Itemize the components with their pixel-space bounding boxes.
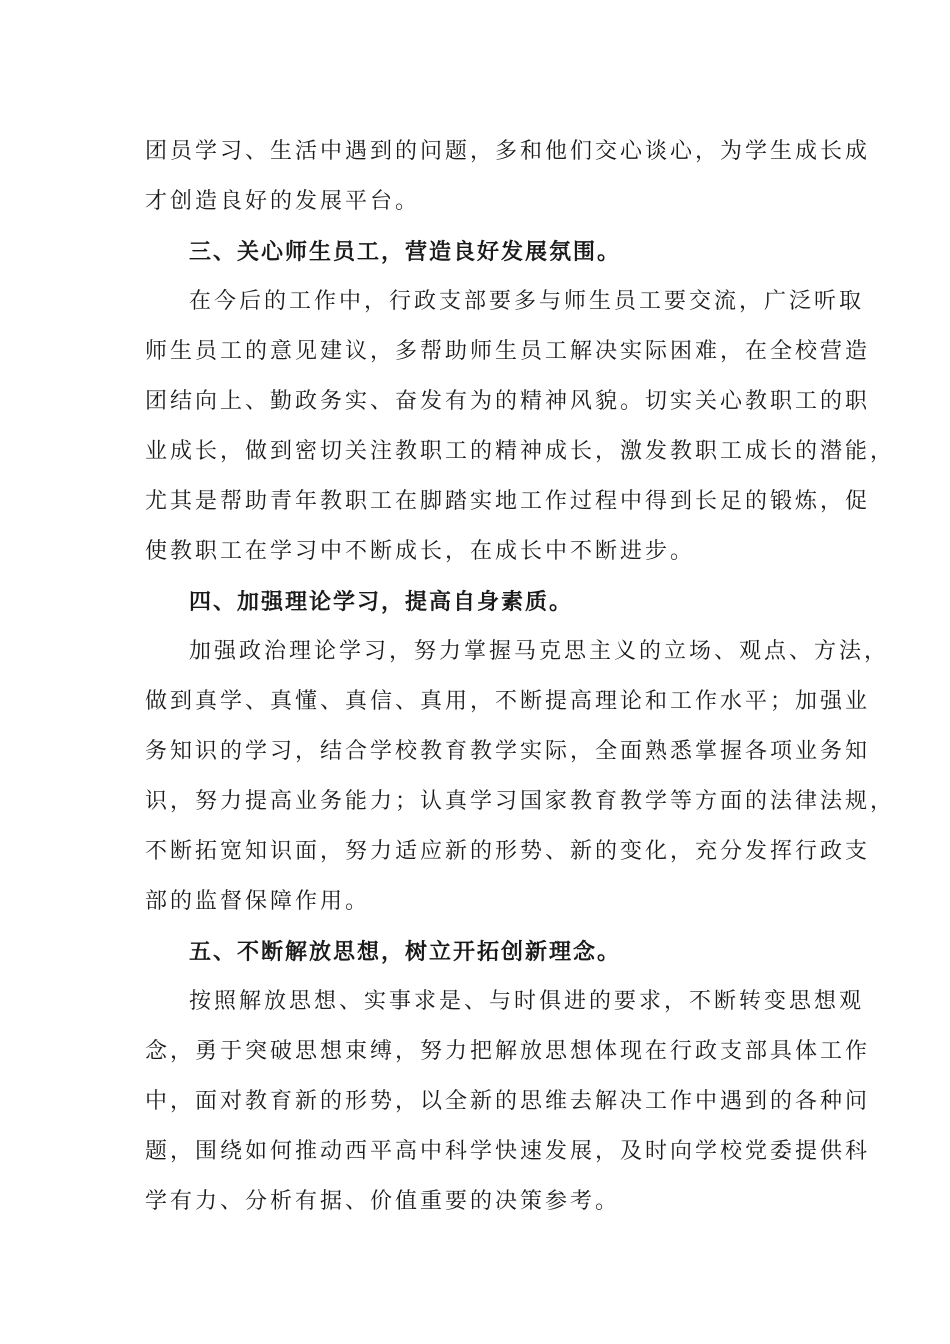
paragraph-line: 识，努力提高业务能力；认真学习国家教育教学等方面的法律法规， (145, 789, 896, 814)
paragraph-line: 不断拓宽知识面，努力适应新的形势、新的变化，充分发挥行政支 (145, 839, 871, 864)
paragraph-line: 尤其是帮助青年教职工在脚踏实地工作过程中得到长足的锻炼，促 (145, 489, 871, 514)
paragraph-first-line: 在今后的工作中，行政支部要多与师生员工要交流，广泛听取 (189, 289, 865, 314)
paragraph-line: 念，勇于突破思想束缚，努力把解放思想体现在行政支部具体工作 (145, 1039, 871, 1064)
paragraph-line: 才创造良好的发展平台。 (145, 189, 421, 214)
document-body (145, 127, 896, 1227)
paragraph-line: 部的监督保障作用。 (145, 889, 371, 914)
paragraph-line: 题，围绕如何推动西平高中科学快速发展，及时向学校党委提供科 (145, 1139, 871, 1164)
section-heading-4: 四、加强理论学习，提高自身素质。 (189, 589, 574, 615)
paragraph-line: 业成长，做到密切关注教职工的精神成长，激发教职工成长的潜能， (145, 439, 896, 464)
paragraph-first-line: 加强政治理论学习，努力掌握马克思主义的立场、观点、方法， (189, 639, 890, 664)
paragraph-line: 务知识的学习，结合学校教育教学实际，全面熟悉掌握各项业务知 (145, 739, 871, 764)
section-heading-5: 五、不断解放思想，树立开拓创新理念。 (189, 939, 622, 965)
paragraph-line: 做到真学、真懂、真信、真用，不断提高理论和工作水平；加强业 (145, 689, 871, 714)
paragraph-first-line: 按照解放思想、实事求是、与时俱进的要求，不断转变思想观 (189, 989, 865, 1014)
paragraph-line: 团结向上、勤政务实、奋发有为的精神风貌。切实关心教职工的职 (145, 389, 871, 414)
paragraph-line: 团员学习、生活中遇到的问题，多和他们交心谈心，为学生成长成 (145, 139, 871, 164)
section-heading-3: 三、关心师生员工，营造良好发展氛围。 (189, 239, 622, 265)
paragraph-line: 学有力、分析有据、价值重要的决策参考。 (145, 1189, 621, 1214)
paragraph-line: 师生员工的意见建议，多帮助师生员工解决实际困难，在全校营造 (145, 339, 871, 364)
paragraph-line: 中，面对教育新的形势，以全新的思维去解决工作中遇到的各种问 (145, 1089, 871, 1114)
paragraph-line: 使教职工在学习中不断成长，在成长中不断进步。 (145, 539, 696, 564)
